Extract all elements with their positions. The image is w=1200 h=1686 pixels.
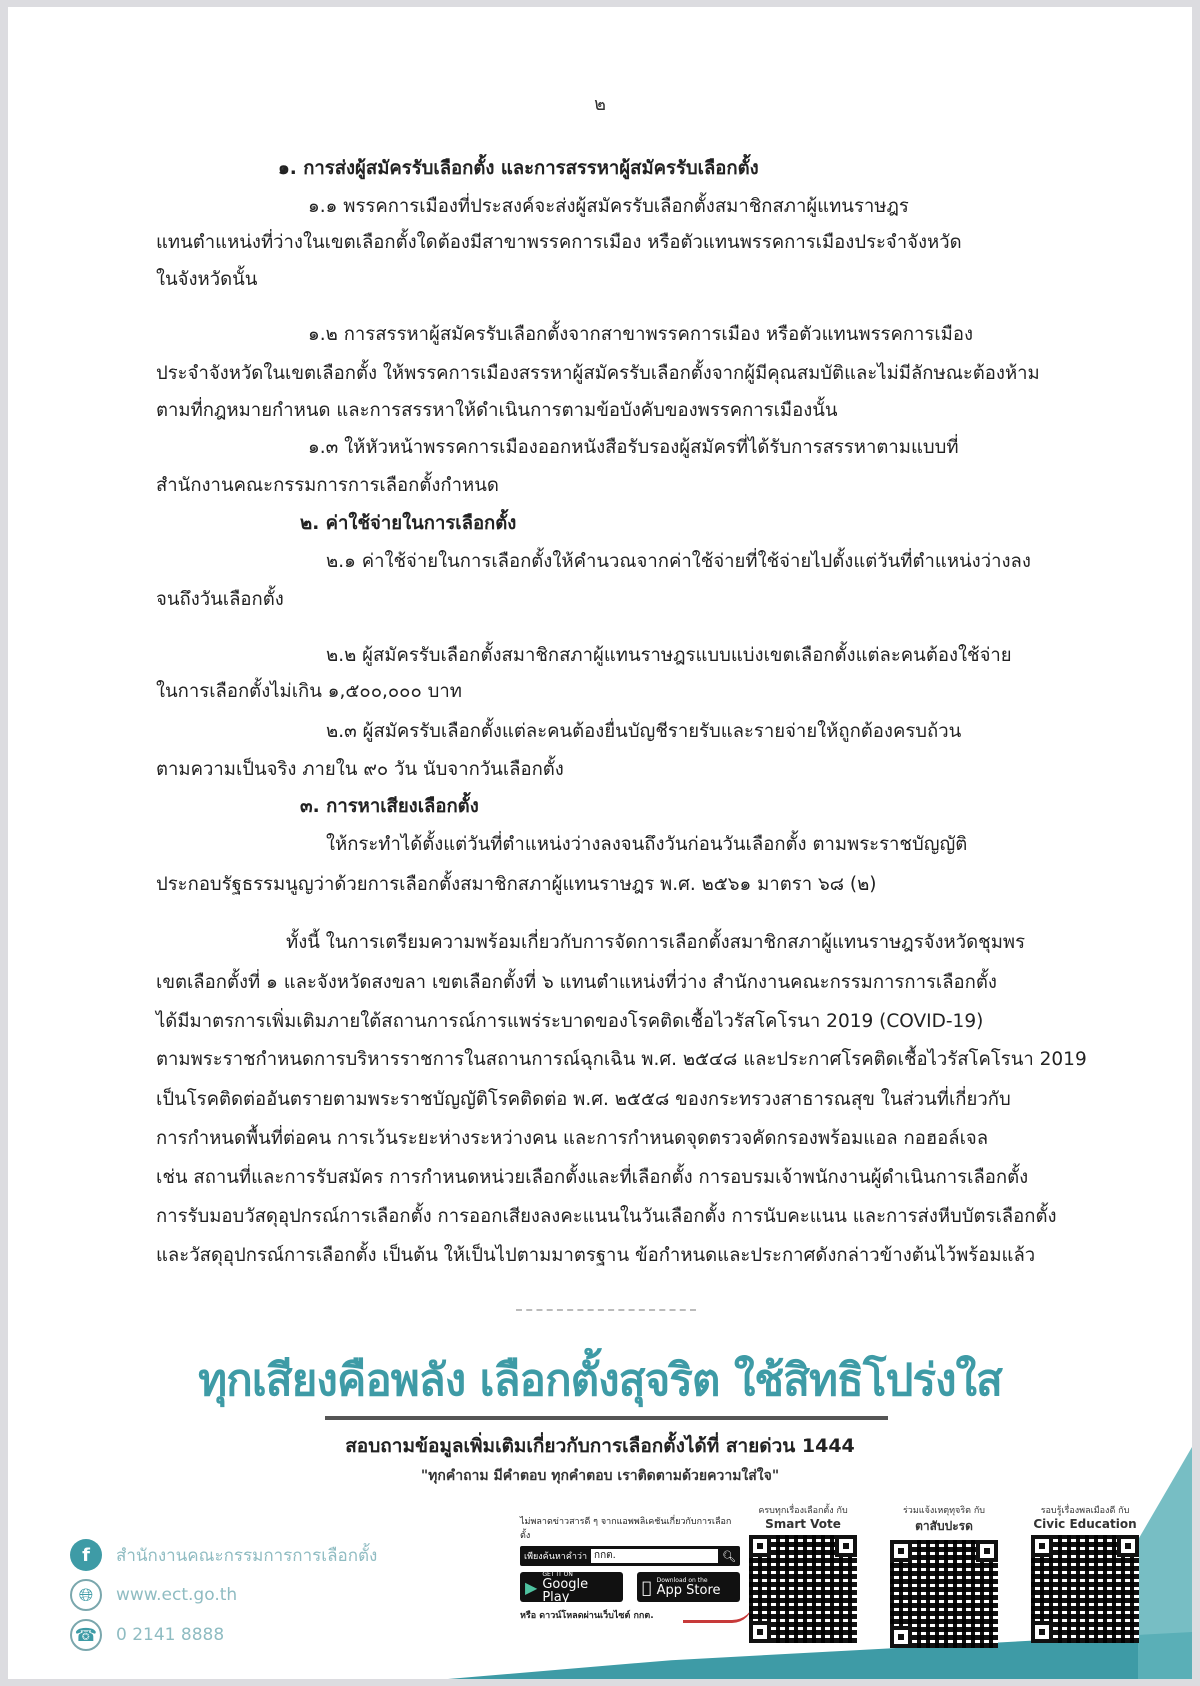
contact-phone[interactable] [70, 1619, 224, 1651]
divider-dashed [516, 1309, 696, 1311]
qr-civic-education[interactable] [1025, 1503, 1145, 1643]
qr-title: ตาสับปะรด [915, 1519, 973, 1533]
download-note: หรือ ดาวน์โหลดผ่านเว็บไซต์ กกต. [520, 1611, 654, 1621]
page-number: ๒ [594, 94, 606, 115]
contact-website[interactable] [70, 1579, 237, 1611]
paragraph-line: และวัสดุอุปกรณ์การเลือกตั้ง เป็นต้น ให้เป็นไปตามมาตรฐาน ข้อกำหนดและประกาศดังกล่าวข้างต้นไว้พร้อมแล้ว [156, 1245, 1036, 1266]
search-label: เพียงค้นหาคำว่า [524, 1552, 588, 1562]
facebook-label: สำนักงานคณะกรรมการการเลือกตั้ง [116, 1545, 378, 1566]
paragraph-line: ๑.๓ ให้หัวหน้าพรรคการเมืองออกหนังสือรับรองผู้สมัครที่ได้รับการสรรหาตามแบบที่ [308, 437, 959, 458]
website-label: www.ect.go.th [116, 1585, 238, 1605]
paragraph-line: ได้มีมาตรการเพิ่มเติมภายใต้สถานการณ์การแพร่ระบาดของโรคติดเชื้อไวรัสโคโรนา 2019 (COVID-19) [156, 1011, 984, 1032]
paragraph-line: ประกอบรัฐธรรมนูญว่าด้วยการเลือกตั้งสมาชิกสภาผู้แทนราษฎร พ.ศ. ๒๕๖๑ มาตรา ๖๘ (๒) [156, 874, 877, 895]
contact-facebook[interactable] [70, 1539, 377, 1571]
facebook-icon: f [70, 1539, 102, 1571]
paragraph-line: ประจำจังหวัดในเขตเลือกตั้ง ให้พรรคการเมืองสรรหาผู้สมัครรับเลือกตั้งจากผู้มีคุณสมบัติและไม่มีลักษณะต้องห้าม [156, 363, 1040, 384]
app-search-bar[interactable] [520, 1546, 740, 1566]
google-play-small: GET IT ON [542, 1570, 573, 1578]
phone-icon: ☎ [70, 1619, 102, 1651]
paragraph-line: ทั้งนี้ ในการเตรียมความพร้อมเกี่ยวกับการจัดการเลือกตั้งสมาชิกสภาผู้แทนราษฎรจังหวัดชุมพร [286, 932, 1026, 953]
qr-caption: รอบรู้เรื่องพลเมืองดี กับ [1040, 1506, 1130, 1516]
divider-rule [325, 1416, 888, 1420]
qr-caption: ครบทุกเรื่องเลือกตั้ง กับ [758, 1506, 848, 1516]
paragraph-line: เช่น สถานที่และการรับสมัคร การกำหนดหน่วยเลือกตั้งและที่เลือกตั้ง การอบรมเจ้าพนักงานผู้ดำเนินการเลือกตั้ง [156, 1167, 1029, 1188]
paragraph-line: ๑.๒ การสรรหาผู้สมัครรับเลือกตั้งจากสาขาพรรคการเมือง หรือตัวแทนพรรคการเมือง [308, 324, 974, 345]
app-store-button[interactable] [637, 1572, 740, 1602]
tagline-quote: "ทุกคำถาม มีคำตอบ ทุกคำตอบ เราติดตามด้วยความใส่ใจ" [420, 1468, 780, 1484]
slogan: ทุกเสียงคือพลัง เลือกตั้งสุจริต ใช้สิทธิโปร่งใส [198, 1355, 1002, 1406]
app-store-label: App Store [647, 1583, 711, 1598]
paragraph-line: ในการเลือกตั้งไม่เกิน ๑,๕๐๐,๐๐๐ บาท [156, 681, 462, 702]
qr-code-icon [749, 1535, 857, 1643]
paragraph-line: เป็นโรคติดต่ออันตรายตามพระราชบัญญัติโรคติดต่อ พ.ศ. ๒๕๕๘ ของกระทรวงสาธารณสุข ในส่วนที่เกี่ยวกับ [156, 1089, 1011, 1110]
globe-icon: 🌐︎ [70, 1579, 102, 1611]
paragraph-line: ในจังหวัดนั้น [156, 269, 258, 290]
qr-caption: ร่วมแจ้งเหตุทุจริต กับ [902, 1506, 986, 1516]
paragraph-line: ตามความเป็นจริง ภายใน ๙๐ วัน นับจากวันเลือกตั้ง [156, 759, 564, 780]
paragraph-line: แทนตำแหน่งที่ว่างในเขตเลือกตั้งใดต้องมีสาขาพรรคการเมือง หรือตัวแทนพรรคการเมืองประจำจังหวัด [156, 232, 962, 253]
qr-title: Smart Vote [765, 1517, 841, 1531]
google-play-label: Google Play [542, 1576, 589, 1605]
apple-icon [642, 1578, 652, 1597]
heading-3: ๓. การหาเสียงเลือกตั้ง [300, 796, 479, 817]
qr-code-icon [890, 1540, 998, 1648]
paragraph-line: สำนักงานคณะกรรมการการเลือกตั้งกำหนด [156, 475, 499, 496]
app-caption: ไม่พลาดข่าวสารดี ๆ จากแอพพลิเคชันเกี่ยวกับการเลือกตั้ง [520, 1517, 732, 1541]
paragraph-line: ๒.๑ ค่าใช้จ่ายในการเลือกตั้งให้คำนวณจากค่าใช้จ่ายที่ใช้จ่ายไปตั้งแต่วันที่ตำแหน่งว่างลง [326, 551, 1031, 572]
document-page [8, 7, 1192, 1679]
paragraph-line: ๒.๒ ผู้สมัครรับเลือกตั้งสมาชิกสภาผู้แทนราษฎรแบบแบ่งเขตเลือกตั้งแต่ละคนต้องใช้จ่าย [326, 645, 1012, 666]
phone-label: 0 2141 8888 [116, 1625, 225, 1645]
heading-2: ๒. ค่าใช้จ่ายในการเลือกตั้ง [300, 513, 517, 534]
qr-title: Civic Education [1033, 1517, 1137, 1531]
paragraph-line: การกำหนดพื้นที่ต่อคน การเว้นระยะห่างระหว่างคน และการกำหนดจุดตรวจคัดกรองพร้อมแอล กอฮอล์เจล [156, 1128, 989, 1149]
qr-smart-vote[interactable] [743, 1503, 863, 1643]
search-input[interactable]: กกต. [591, 1549, 718, 1563]
paragraph-line: ตามพระราชกำหนดการบริหารราชการในสถานการณ์ฉุกเฉิน พ.ศ. ๒๕๔๘ และประกาศโรคติดเชื้อไวรัสโคโรนา 2019 [156, 1049, 1087, 1070]
paragraph-line: จนถึงวันเลือกตั้ง [156, 589, 284, 610]
app-store-small: Download on the [647, 1577, 698, 1584]
heading-1: ๑. การส่งผู้สมัครรับเลือกตั้ง และการสรรหาผู้สมัครรับเลือกตั้ง [278, 158, 759, 179]
search-icon[interactable]: 🔍︎ [722, 1549, 736, 1563]
qr-code-icon [1031, 1535, 1139, 1643]
play-icon: ▶ [525, 1577, 538, 1597]
hotline-text: สอบถามข้อมูลเพิ่มเติมเกี่ยวกับการเลือกตั้งได้ที่ สายด่วน 1444 [345, 1435, 855, 1457]
qr-ta-sapparot[interactable] [884, 1503, 1004, 1648]
paragraph-line: การรับมอบวัสดุอุปกรณ์การเลือกตั้ง การออกเสียงลงคะแนนในวันเลือกตั้ง การนับคะแนน และการส่งหีบบัตรเลือกตั้ง [156, 1206, 1057, 1227]
paragraph-line: ตามที่กฎหมายกำหนด และการสรรหาให้ดำเนินการตามข้อบังคับของพรรคการเมืองนั้น [156, 400, 838, 421]
paragraph-line: ให้กระทำได้ตั้งแต่วันที่ตำแหน่งว่างลงจนถึงวันก่อนวันเลือกตั้ง ตามพระราชบัญญัติ [326, 834, 968, 855]
google-play-button[interactable] [520, 1570, 623, 1605]
paragraph-line: เขตเลือกตั้งที่ ๑ และจังหวัดสงขลา เขตเลือกตั้งที่ ๖ แทนตำแหน่งที่ว่าง สำนักงานคณะกรรมการการเลือกตั้ง [156, 972, 997, 993]
paragraph-line: ๒.๓ ผู้สมัครรับเลือกตั้งแต่ละคนต้องยื่นบัญชีรายรับและรายจ่ายให้ถูกต้องครบถ้วน [326, 721, 962, 742]
paragraph-line: ๑.๑ พรรคการเมืองที่ประสงค์จะส่งผู้สมัครรับเลือกตั้งสมาชิกสภาผู้แทนราษฎร [308, 196, 909, 217]
